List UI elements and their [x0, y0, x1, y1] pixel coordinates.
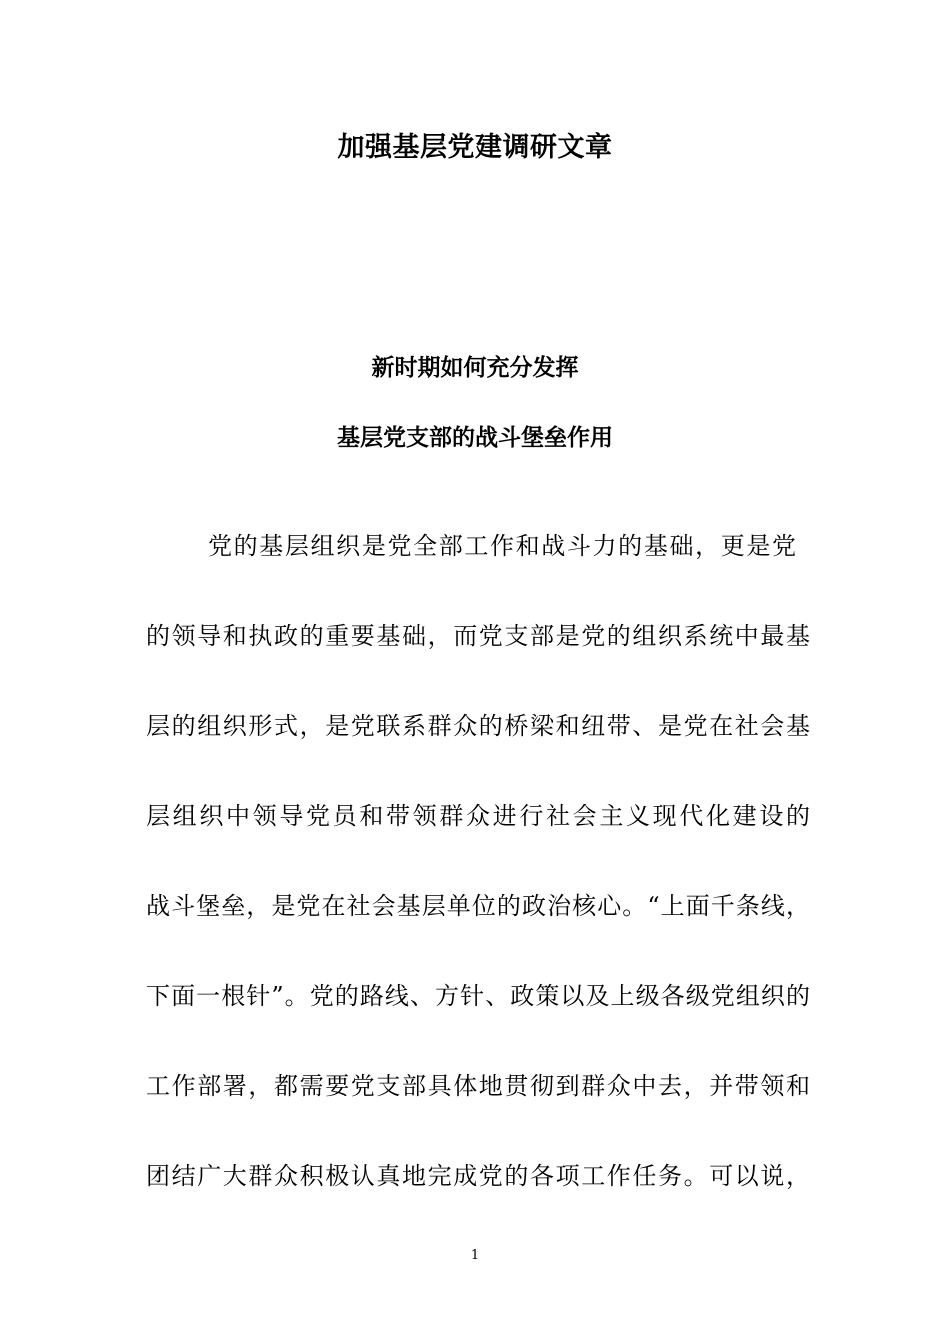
body-line-2: 的领导和执政的重要基础，而党支部是党的组织系统中最基 [146, 622, 810, 650]
body-line-3: 层的组织形式，是党联系群众的桥梁和纽带、是党在社会基 [146, 712, 810, 740]
subtitle-line-1: 新时期如何充分发挥 [371, 355, 579, 381]
body-line-4: 层组织中领导党员和带领群众进行社会主义现代化建设的 [146, 802, 810, 830]
subtitle-line-2: 基层党支部的战斗堡垒作用 [337, 425, 613, 451]
page-number: 1 [470, 1248, 480, 1263]
body-line-5: 战斗堡垒，是党在社会基层单位的政治核心。“上面千条线， [146, 892, 810, 920]
document-title: 加强基层党建调研文章 [337, 132, 613, 163]
body-line-1: 党的基层组织是党全部工作和战斗力的基础，更是党 [208, 532, 796, 560]
body-line-6: 下面一根针”。党的路线、方针、政策以及上级各级党组织的 [146, 982, 810, 1010]
body-line-8: 团结广大群众积极认真地完成党的各项工作任务。可以说， [146, 1162, 810, 1190]
body-line-7: 工作部署，都需要党支部具体地贯彻到群众中去，并带领和 [146, 1072, 810, 1100]
